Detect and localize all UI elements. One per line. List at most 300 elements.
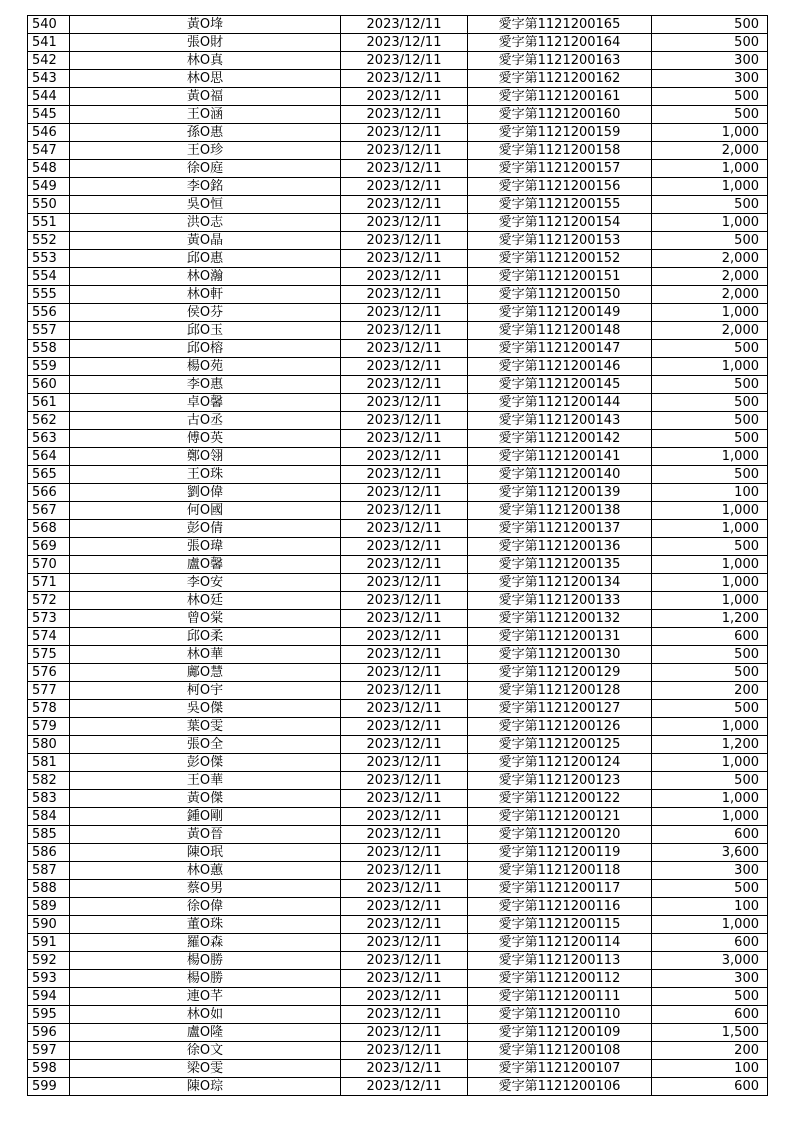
row-number: 547: [28, 142, 70, 160]
row-number: 597: [28, 1042, 70, 1060]
receipt-number: [468, 592, 652, 610]
donation-date: 2023/12/11: [341, 646, 468, 664]
donation-amount: 300: [652, 52, 768, 70]
receipt-number: [468, 700, 652, 718]
donation-date: 2023/12/11: [341, 412, 468, 430]
donor-name: 曾O棠: [70, 610, 341, 628]
receipt-number: [468, 1078, 652, 1096]
donation-date: 2023/12/11: [341, 1006, 468, 1024]
receipt-serial: 1121200110: [537, 1007, 621, 1022]
donor-name: 林O如: [70, 1006, 341, 1024]
row-number: 568: [28, 520, 70, 538]
row-number: 595: [28, 1006, 70, 1024]
receipt-prefix: 愛字第: [498, 665, 538, 680]
receipt-serial: 1121200134: [537, 575, 621, 590]
donation-table: [27, 15, 768, 1096]
table-row: [28, 718, 768, 736]
donation-date: 2023/12/11: [341, 772, 468, 790]
donation-amount: 1,000: [652, 124, 768, 142]
donation-date: 2023/12/11: [341, 484, 468, 502]
receipt-prefix: 愛字第: [498, 485, 538, 500]
donation-amount: 1,000: [652, 160, 768, 178]
receipt-serial: 1121200145: [537, 377, 621, 392]
donation-amount: 300: [652, 970, 768, 988]
donation-amount: 600: [652, 628, 768, 646]
receipt-prefix: 愛字第: [498, 1061, 538, 1076]
donation-date: 2023/12/11: [341, 898, 468, 916]
receipt-prefix: 愛字第: [498, 377, 538, 392]
receipt-number: [468, 34, 652, 52]
donation-amount: 500: [652, 16, 768, 34]
receipt-number: [468, 304, 652, 322]
table-row: [28, 268, 768, 286]
donation-date: 2023/12/11: [341, 70, 468, 88]
donation-amount: 1,500: [652, 1024, 768, 1042]
donation-date: 2023/12/11: [341, 52, 468, 70]
row-number: 575: [28, 646, 70, 664]
donation-amount: 500: [652, 376, 768, 394]
receipt-prefix: 愛字第: [498, 863, 538, 878]
donation-date: 2023/12/11: [341, 394, 468, 412]
donation-date: 2023/12/11: [341, 268, 468, 286]
donor-name: 黃O埄: [70, 16, 341, 34]
receipt-serial: 1121200126: [537, 719, 621, 734]
receipt-serial: 1121200115: [537, 917, 621, 932]
receipt-serial: 1121200116: [537, 899, 621, 914]
row-number: 561: [28, 394, 70, 412]
receipt-serial: 1121200141: [537, 449, 621, 464]
donor-name: 黃O傑: [70, 790, 341, 808]
receipt-serial: 1121200143: [537, 413, 621, 428]
donation-amount: 1,000: [652, 574, 768, 592]
donation-amount: 500: [652, 88, 768, 106]
receipt-prefix: 愛字第: [498, 233, 538, 248]
row-number: 592: [28, 952, 70, 970]
table-row: [28, 52, 768, 70]
donor-name: 邱O惠: [70, 250, 341, 268]
donor-name: 彭O倩: [70, 520, 341, 538]
receipt-number: [468, 646, 652, 664]
row-number: 574: [28, 628, 70, 646]
table-row: [28, 592, 768, 610]
donation-amount: 3,000: [652, 952, 768, 970]
donation-date: 2023/12/11: [341, 808, 468, 826]
donor-name: 彭O傑: [70, 754, 341, 772]
donation-amount: 1,200: [652, 736, 768, 754]
receipt-serial: 1121200157: [537, 161, 621, 176]
donation-amount: 1,000: [652, 808, 768, 826]
donation-amount: 1,000: [652, 304, 768, 322]
receipt-number: [468, 1006, 652, 1024]
table-row: [28, 232, 768, 250]
donation-amount: 1,000: [652, 214, 768, 232]
table-row: [28, 214, 768, 232]
receipt-number: [468, 736, 652, 754]
receipt-number: [468, 124, 652, 142]
receipt-number: [468, 340, 652, 358]
donation-date: 2023/12/11: [341, 664, 468, 682]
receipt-serial: 1121200113: [537, 953, 621, 968]
row-number: 596: [28, 1024, 70, 1042]
row-number: 555: [28, 286, 70, 304]
row-number: 557: [28, 322, 70, 340]
donation-date: 2023/12/11: [341, 502, 468, 520]
table-row: [28, 466, 768, 484]
table-row: [28, 250, 768, 268]
row-number: 587: [28, 862, 70, 880]
receipt-serial: 1121200161: [537, 89, 621, 104]
donation-date: 2023/12/11: [341, 196, 468, 214]
receipt-number: [468, 232, 652, 250]
donation-date: 2023/12/11: [341, 934, 468, 952]
row-number: 578: [28, 700, 70, 718]
receipt-prefix: 愛字第: [498, 881, 538, 896]
receipt-serial: 1121200112: [537, 971, 621, 986]
receipt-serial: 1121200165: [537, 17, 621, 32]
receipt-prefix: 愛字第: [498, 827, 538, 842]
donation-amount: 100: [652, 1060, 768, 1078]
donor-name: 李O安: [70, 574, 341, 592]
receipt-prefix: 愛字第: [498, 251, 538, 266]
donation-amount: 500: [652, 232, 768, 250]
receipt-serial: 1121200151: [537, 269, 621, 284]
receipt-serial: 1121200144: [537, 395, 621, 410]
donation-amount: 1,000: [652, 448, 768, 466]
donation-amount: 3,600: [652, 844, 768, 862]
donation-date: 2023/12/11: [341, 232, 468, 250]
receipt-prefix: 愛字第: [498, 539, 538, 554]
table-row: [28, 430, 768, 448]
receipt-prefix: 愛字第: [498, 935, 538, 950]
receipt-number: [468, 916, 652, 934]
donation-amount: 300: [652, 862, 768, 880]
table-row: [28, 826, 768, 844]
donation-date: 2023/12/11: [341, 340, 468, 358]
table-row: [28, 286, 768, 304]
donation-date: 2023/12/11: [341, 322, 468, 340]
receipt-number: [468, 502, 652, 520]
donor-name: 李O惠: [70, 376, 341, 394]
receipt-prefix: 愛字第: [498, 1079, 538, 1094]
receipt-prefix: 愛字第: [498, 737, 538, 752]
donation-amount: 500: [652, 196, 768, 214]
receipt-number: [468, 16, 652, 34]
donor-name: 徐O庭: [70, 160, 341, 178]
receipt-prefix: 愛字第: [498, 431, 538, 446]
table-row: [28, 1078, 768, 1096]
table-row: [28, 322, 768, 340]
receipt-number: [468, 898, 652, 916]
donor-name: 王O涵: [70, 106, 341, 124]
receipt-serial: 1121200148: [537, 323, 621, 338]
donation-date: 2023/12/11: [341, 574, 468, 592]
receipt-number: [468, 556, 652, 574]
donor-name: 侯O芬: [70, 304, 341, 322]
receipt-number: [468, 286, 652, 304]
receipt-serial: 1121200133: [537, 593, 621, 608]
donor-name: 張O瑋: [70, 538, 341, 556]
table-row: [28, 700, 768, 718]
receipt-serial: 1121200160: [537, 107, 621, 122]
donor-name: 楊O苑: [70, 358, 341, 376]
row-number: 559: [28, 358, 70, 376]
row-number: 586: [28, 844, 70, 862]
donation-date: 2023/12/11: [341, 718, 468, 736]
donation-date: 2023/12/11: [341, 988, 468, 1006]
donor-name: 張O財: [70, 34, 341, 52]
row-number: 599: [28, 1078, 70, 1096]
table-row: [28, 1060, 768, 1078]
donation-amount: 500: [652, 466, 768, 484]
row-number: 541: [28, 34, 70, 52]
donation-date: 2023/12/11: [341, 376, 468, 394]
row-number: 550: [28, 196, 70, 214]
donation-date: 2023/12/11: [341, 682, 468, 700]
row-number: 594: [28, 988, 70, 1006]
table-row: [28, 412, 768, 430]
receipt-serial: 1121200117: [537, 881, 621, 896]
donation-date: 2023/12/11: [341, 358, 468, 376]
receipt-number: [468, 412, 652, 430]
receipt-serial: 1121200159: [537, 125, 621, 140]
receipt-serial: 1121200121: [537, 809, 621, 824]
receipt-prefix: 愛字第: [498, 611, 538, 626]
donation-table-body: [28, 16, 768, 1096]
receipt-serial: 1121200114: [537, 935, 621, 950]
donation-date: 2023/12/11: [341, 628, 468, 646]
table-row: [28, 70, 768, 88]
donation-amount: 1,000: [652, 790, 768, 808]
receipt-number: [468, 574, 652, 592]
receipt-number: [468, 862, 652, 880]
receipt-serial: 1121200163: [537, 53, 621, 68]
donor-name: 楊O勝: [70, 952, 341, 970]
table-row: [28, 520, 768, 538]
table-row: [28, 790, 768, 808]
table-row: [28, 484, 768, 502]
row-number: 567: [28, 502, 70, 520]
receipt-serial: 1121200150: [537, 287, 621, 302]
donation-date: 2023/12/11: [341, 466, 468, 484]
receipt-serial: 1121200122: [537, 791, 621, 806]
row-number: 542: [28, 52, 70, 70]
donation-date: 2023/12/11: [341, 1024, 468, 1042]
row-number: 549: [28, 178, 70, 196]
receipt-number: [468, 214, 652, 232]
table-row: [28, 754, 768, 772]
receipt-prefix: 愛字第: [498, 215, 538, 230]
receipt-number: [468, 664, 652, 682]
donor-name: 古O丞: [70, 412, 341, 430]
row-number: 558: [28, 340, 70, 358]
donation-amount: 1,000: [652, 178, 768, 196]
receipt-prefix: 愛字第: [498, 53, 538, 68]
receipt-number: [468, 610, 652, 628]
table-row: [28, 628, 768, 646]
donation-amount: 500: [652, 340, 768, 358]
receipt-serial: 1121200152: [537, 251, 621, 266]
donation-amount: 100: [652, 484, 768, 502]
table-row: [28, 304, 768, 322]
receipt-serial: 1121200156: [537, 179, 621, 194]
receipt-prefix: 愛字第: [498, 71, 538, 86]
row-number: 543: [28, 70, 70, 88]
receipt-prefix: 愛字第: [498, 359, 538, 374]
receipt-serial: 1121200164: [537, 35, 621, 50]
donor-name: 盧O隆: [70, 1024, 341, 1042]
row-number: 554: [28, 268, 70, 286]
receipt-serial: 1121200140: [537, 467, 621, 482]
row-number: 563: [28, 430, 70, 448]
donation-amount: 2,000: [652, 322, 768, 340]
receipt-prefix: 愛字第: [498, 449, 538, 464]
receipt-prefix: 愛字第: [498, 89, 538, 104]
table-row: [28, 538, 768, 556]
receipt-serial: 1121200130: [537, 647, 621, 662]
donation-amount: 600: [652, 1078, 768, 1096]
table-row: [28, 916, 768, 934]
donation-date: 2023/12/11: [341, 862, 468, 880]
donation-date: 2023/12/11: [341, 538, 468, 556]
row-number: 548: [28, 160, 70, 178]
row-number: 573: [28, 610, 70, 628]
donation-date: 2023/12/11: [341, 952, 468, 970]
receipt-serial: 1121200124: [537, 755, 621, 770]
donor-name: 盧O馨: [70, 556, 341, 574]
table-row: [28, 610, 768, 628]
donation-date: 2023/12/11: [341, 430, 468, 448]
table-row: [28, 1042, 768, 1060]
receipt-prefix: 愛字第: [498, 809, 538, 824]
receipt-serial: 1121200149: [537, 305, 621, 320]
donor-name: 陳O珉: [70, 844, 341, 862]
donor-name: 林O蕙: [70, 862, 341, 880]
donor-name: 劉O偉: [70, 484, 341, 502]
donor-name: 吳O傑: [70, 700, 341, 718]
donor-name: 王O華: [70, 772, 341, 790]
donation-amount: 1,000: [652, 754, 768, 772]
row-number: 569: [28, 538, 70, 556]
table-row: [28, 772, 768, 790]
table-row: [28, 862, 768, 880]
table-row: [28, 844, 768, 862]
donation-amount: 500: [652, 988, 768, 1006]
table-row: [28, 1006, 768, 1024]
receipt-number: [468, 358, 652, 376]
row-number: 577: [28, 682, 70, 700]
receipt-prefix: 愛字第: [498, 845, 538, 860]
table-row: [28, 1024, 768, 1042]
donor-name: 楊O勝: [70, 970, 341, 988]
donation-amount: 200: [652, 682, 768, 700]
receipt-prefix: 愛字第: [498, 17, 538, 32]
receipt-number: [468, 1024, 652, 1042]
row-number: 593: [28, 970, 70, 988]
receipt-prefix: 愛字第: [498, 629, 538, 644]
donation-amount: 1,000: [652, 592, 768, 610]
receipt-serial: 1121200139: [537, 485, 621, 500]
receipt-serial: 1121200118: [537, 863, 621, 878]
receipt-number: [468, 196, 652, 214]
donation-amount: 600: [652, 826, 768, 844]
donation-amount: 1,200: [652, 610, 768, 628]
receipt-prefix: 愛字第: [498, 107, 538, 122]
receipt-serial: 1121200137: [537, 521, 621, 536]
donation-date: 2023/12/11: [341, 286, 468, 304]
donor-name: 鄭O翎: [70, 448, 341, 466]
table-row: [28, 970, 768, 988]
receipt-prefix: 愛字第: [498, 269, 538, 284]
receipt-number: [468, 466, 652, 484]
receipt-number: [468, 934, 652, 952]
row-number: 540: [28, 16, 70, 34]
receipt-prefix: 愛字第: [498, 503, 538, 518]
donor-name: 黃O福: [70, 88, 341, 106]
table-row: [28, 682, 768, 700]
table-row: [28, 664, 768, 682]
receipt-serial: 1121200135: [537, 557, 621, 572]
receipt-number: [468, 268, 652, 286]
donor-name: 卓O馨: [70, 394, 341, 412]
receipt-prefix: 愛字第: [498, 323, 538, 338]
donation-amount: 500: [652, 34, 768, 52]
donor-name: 林O華: [70, 646, 341, 664]
donation-date: 2023/12/11: [341, 34, 468, 52]
receipt-serial: 1121200162: [537, 71, 621, 86]
donor-name: 董O珠: [70, 916, 341, 934]
receipt-number: [468, 520, 652, 538]
receipt-prefix: 愛字第: [498, 719, 538, 734]
receipt-number: [468, 790, 652, 808]
donor-name: 鄺O慧: [70, 664, 341, 682]
row-number: 544: [28, 88, 70, 106]
row-number: 570: [28, 556, 70, 574]
receipt-prefix: 愛字第: [498, 1043, 538, 1058]
donor-name: 林O軒: [70, 286, 341, 304]
donation-amount: 500: [652, 106, 768, 124]
receipt-serial: 1121200127: [537, 701, 621, 716]
donor-name: 何O國: [70, 502, 341, 520]
donor-name: 連O芊: [70, 988, 341, 1006]
donation-amount: 500: [652, 538, 768, 556]
receipt-number: [468, 538, 652, 556]
receipt-number: [468, 682, 652, 700]
table-row: [28, 502, 768, 520]
receipt-prefix: 愛字第: [498, 899, 538, 914]
row-number: 545: [28, 106, 70, 124]
donation-amount: 200: [652, 1042, 768, 1060]
receipt-serial: 1121200131: [537, 629, 621, 644]
table-row: [28, 394, 768, 412]
receipt-prefix: 愛字第: [498, 791, 538, 806]
donation-date: 2023/12/11: [341, 88, 468, 106]
table-row: [28, 124, 768, 142]
donation-amount: 300: [652, 70, 768, 88]
donation-amount: 100: [652, 898, 768, 916]
row-number: 582: [28, 772, 70, 790]
receipt-number: [468, 988, 652, 1006]
donor-name: 林O廷: [70, 592, 341, 610]
receipt-number: [468, 376, 652, 394]
donation-amount: 500: [652, 700, 768, 718]
donation-amount: 2,000: [652, 286, 768, 304]
table-row: [28, 646, 768, 664]
donation-date: 2023/12/11: [341, 556, 468, 574]
donor-name: 李O銘: [70, 178, 341, 196]
row-number: 590: [28, 916, 70, 934]
row-number: 576: [28, 664, 70, 682]
receipt-serial: 1121200138: [537, 503, 621, 518]
